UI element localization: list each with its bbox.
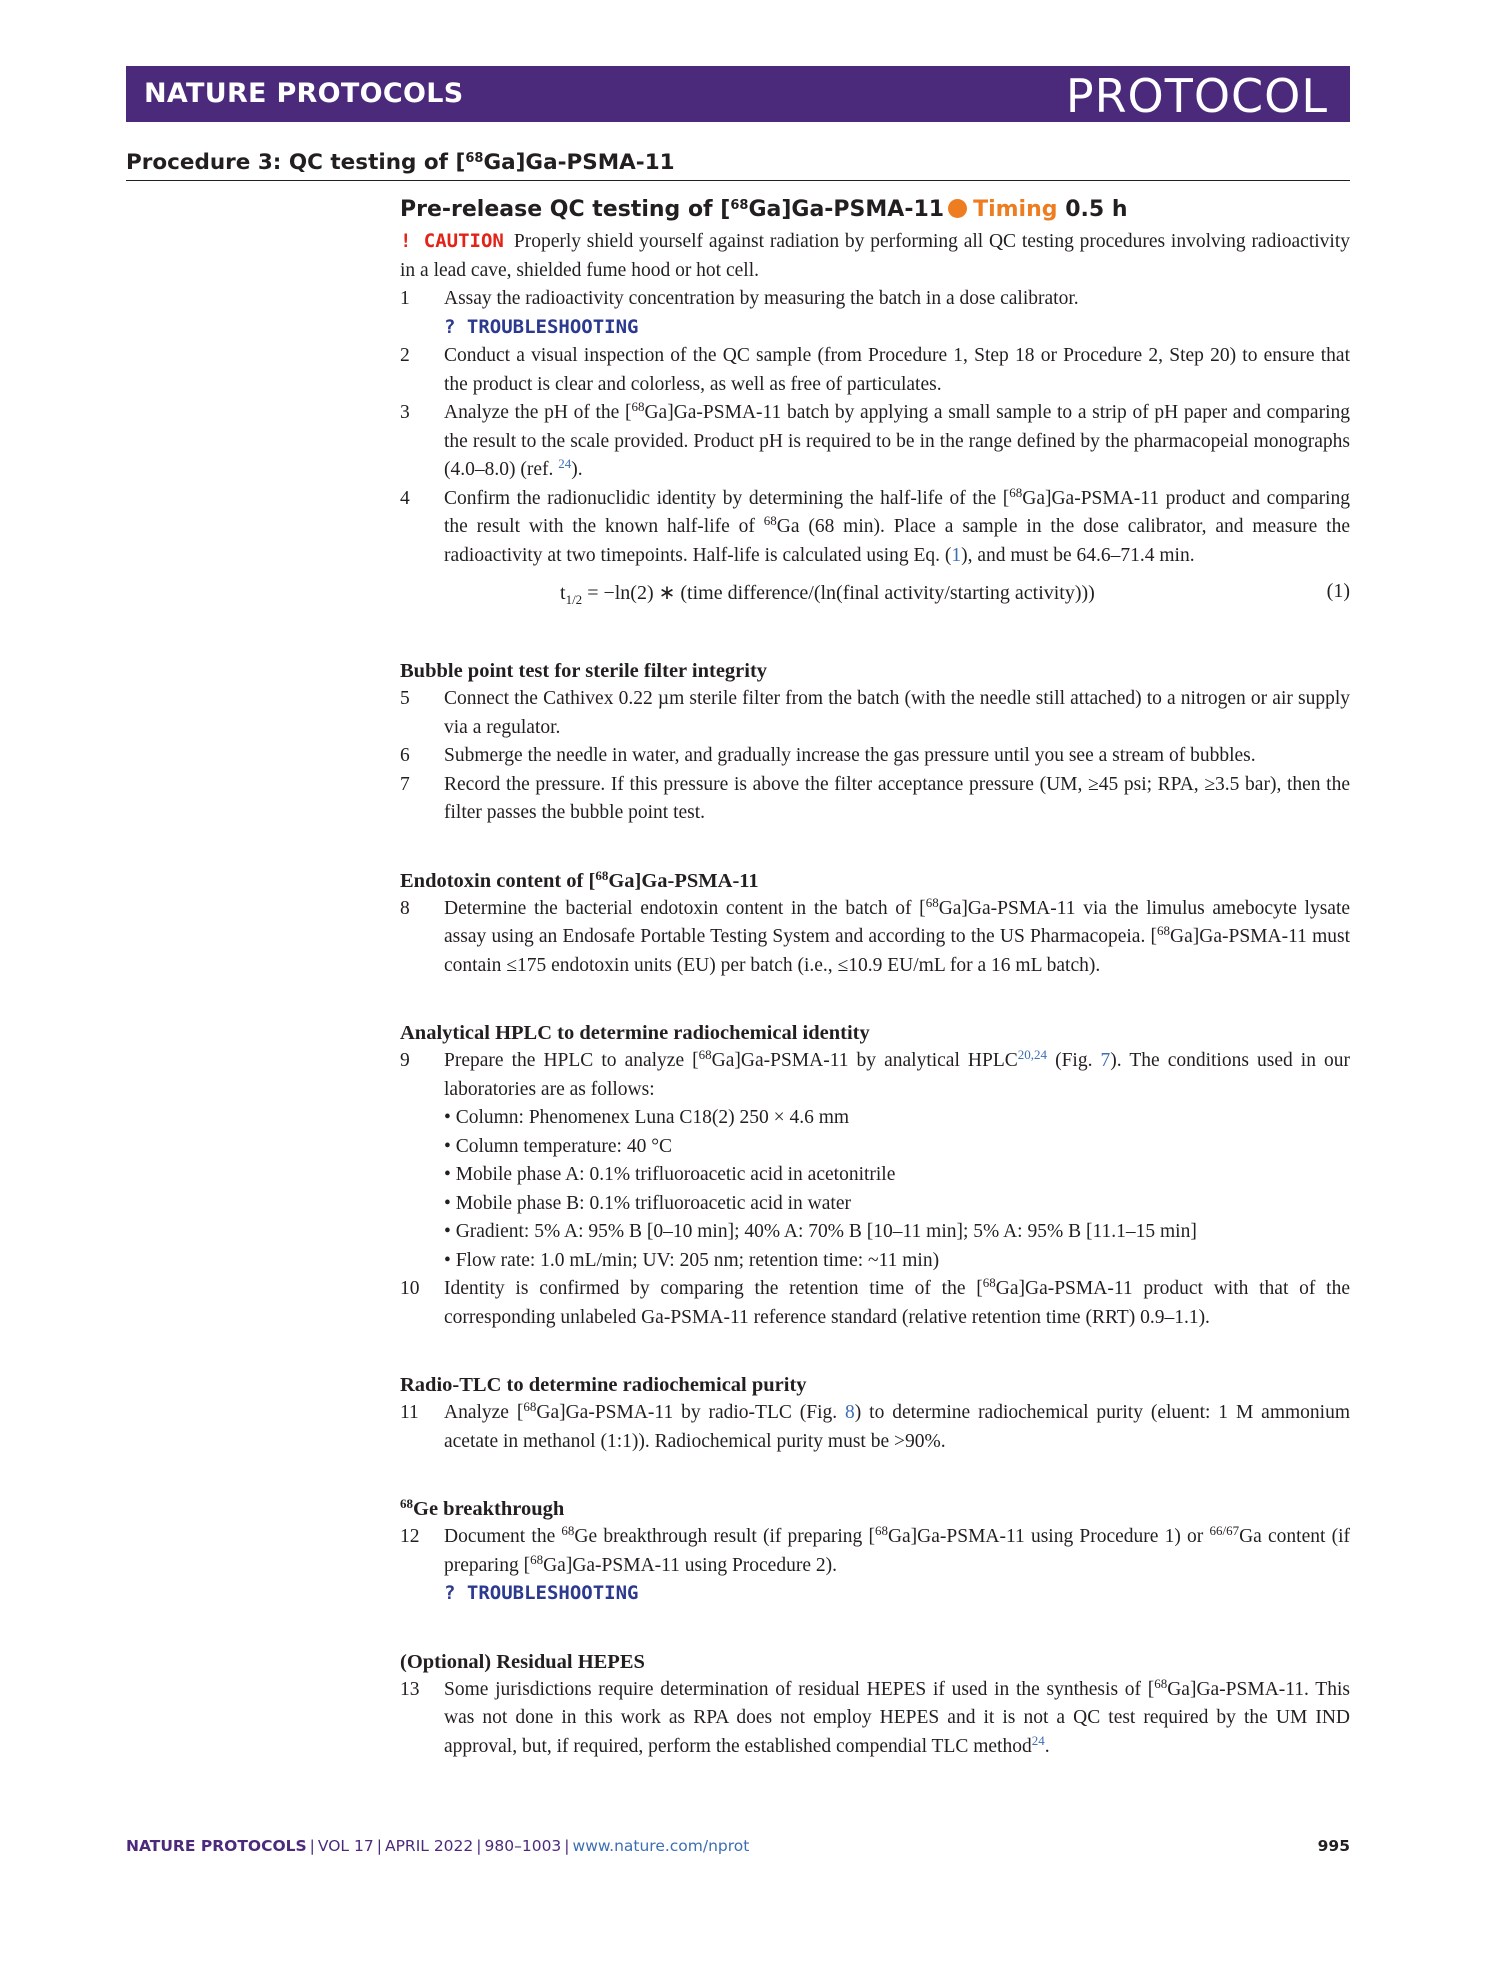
citation-link[interactable]: 24 xyxy=(1031,1732,1045,1748)
figure-link[interactable]: 7 xyxy=(1100,1050,1111,1071)
step-2: 2 Conduct a visual inspection of the QC sample (from Procedure 1, Step 18 or Procedure 2, Step 20) to ensure that the product is clear and colorless, as well as free of particulates. xyxy=(400,345,1350,395)
step-5: 5 Connect the Cathivex 0.22 µm sterile filter from the batch (with the needle still attached) to a nitrogen or air supply via a regulator. xyxy=(400,688,1350,738)
step-1: 1 Assay the radioactivity concentration by measuring the batch in a dose calibrator. ? TROUBLESHOOTING xyxy=(400,288,1079,338)
section-residual-hepes: (Optional) Residual HEPES xyxy=(400,1650,645,1673)
troubleshooting-link[interactable]: ? TROUBLESHOOTING xyxy=(444,315,639,338)
step-4: 4 Confirm the radionuclidic identity by determining the half-life of the [$^{68}$Ga]Ga-PSMA-11 product and comparing the result with the known half-life of $^{68}$Ga (68 min). Place a sample in the dose calibrator, and measure the radioactivity at two timepoints. Half-life is calculated using Eq. (1), and must be 64.6–71.4 min. xyxy=(400,484,1350,566)
citation-link[interactable]: 20 xyxy=(1017,1047,1031,1062)
step-12: 12 Document the $^{68}$Ge breakthrough result (if preparing [$^{68}$Ga]Ga-PSMA-11 using Procedure 1) or $^{66/67}$Ga content (if preparing [$^{68}$Ga]Ga-PSMA-11 using Procedure 2). ? TROUBLESHOOTING xyxy=(400,1523,1350,1604)
article-type: PROTOCOL xyxy=(1065,69,1328,123)
section-radio-tlc: Radio-TLC to determine radiochemical purity xyxy=(400,1374,807,1396)
section-hplc: Analytical HPLC to determine radiochemical identity xyxy=(400,1022,870,1044)
step-8: 8 Determine the bacterial endotoxin content in the batch of [$^{68}$Ga]Ga-PSMA-11 via the limulus amebocyte lysate assay using an Endosafe Portable Testing System and according to the US Pharmacopeia. [$^{68}$Ga]Ga-PSMA-11 must contain ≤175 endotoxin units (EU) per batch (i.e., ≤10.9 EU/mL for a 16 mL batch). xyxy=(400,894,1351,976)
equation-link[interactable]: 1 xyxy=(951,544,962,566)
step-10: 10 Identity is confirmed by comparing the retention time of the [$^{68}$Ga]Ga-PSMA-11 product with that of the corresponding unlabeled Ga-PSMA-11 reference standard (relative retention time (RRT) 0.9–1.1). xyxy=(400,1275,1350,1328)
page-number: 995 xyxy=(1317,1837,1350,1855)
caution-label: ! CAUTION xyxy=(400,230,504,252)
hplc-condition: • Mobile phase B: 0.1% trifluoroacetic acid in water xyxy=(444,1192,851,1214)
journal-name: NATURE PROTOCOLS xyxy=(144,78,464,109)
hplc-condition: • Flow rate: 1.0 mL/min; UV: 205 nm; retention time: ~11 min) xyxy=(444,1249,940,1271)
step-7: 7 Record the pressure. If this pressure is above the filter acceptance pressure (UM, ≥45 psi; RPA, ≥3.5 bar), then the filter passes the bubble point test. xyxy=(400,773,1350,823)
section-ge-breakthrough: $^{68}$Ge breakthrough xyxy=(400,1496,565,1520)
hplc-condition: • Gradient: 5% A: 95% B [0–10 min]; 40% A: 70% B [10–11 min]; 5% A: 95% B [11.1–15 min] xyxy=(444,1221,1197,1242)
page-footer: NATURE PROTOCOLS | VOL 17 | APRIL 2022 | 980–1003 | www.nature.com/nprot 995 xyxy=(126,1837,1350,1855)
header-banner xyxy=(126,66,1350,122)
step-3: 3 Analyze the pH of the [$^{68}$Ga]Ga-PSMA-11 batch by applying a small sample to a strip of pH paper and comparing the result to the scale provided. Product pH is required to be in the range defined by the pharmacopeial monographs (4.0–8.0) (ref. $^{24}$). xyxy=(400,399,1350,480)
step-6: 6 Submerge the needle in water, and gradually increase the gas pressure until you see a stream of bubbles. xyxy=(400,745,1256,766)
section-endotoxin: Endotoxin content of [$^{68}$Ga]Ga-PSMA-11 xyxy=(400,867,759,892)
citation-link[interactable]: 24 xyxy=(1034,1047,1048,1062)
procedure-divider xyxy=(126,180,1350,181)
prerelease-heading: Pre-release QC testing of [$^{68}$Ga]Ga-PSMA-11 Timing 0.5 h xyxy=(400,197,1128,222)
equation-number: (1) xyxy=(1326,580,1350,602)
hplc-condition: • Mobile phase A: 0.1% trifluoroacetic acid in acetonitrile xyxy=(444,1164,896,1185)
hplc-condition: • Column temperature: 40 °C xyxy=(444,1135,673,1157)
equation: $t_{1/2} = -\ln(2)$ ∗ (time difference/(ln(final activity/starting activity))) (1) xyxy=(560,580,1350,607)
footer-journal: NATURE PROTOCOLS xyxy=(126,1837,307,1855)
figure-link[interactable]: 8 xyxy=(845,1402,855,1423)
journal-url[interactable]: www.nature.com/nprot xyxy=(572,1837,750,1855)
section-bubble-point: Bubble point test for sterile filter integrity xyxy=(400,660,768,682)
step-9: 9 Prepare the HPLC to analyze [$^{68}$Ga]Ga-PSMA-11 by analytical HPLC$^{20,24}$ (Fig. 7). The conditions used in our laboratories are as follows: • Column: Phenomenex Luna C18(2) 250 × 4.6 mm • Column temperature: 40 °C • Mobile phase A: 0.1% trifluoroacetic acid in acetonitrile • Mobile phase B: 0.1% trifluoroacetic acid in water • Gradient: 5% A: 95% B [0–10 min]; 40% A: 70% B [10–11 min]; 5% A: 95% B [11.1–15 min] • Flow rate: 1.0 mL/min; UV: 205 nm; retention time: ~11 min) xyxy=(400,1047,1350,1275)
main-column xyxy=(400,197,1350,1761)
hplc-condition: • Column: Phenomenex Luna C18(2) 250 × 4.6 mm xyxy=(444,1107,850,1128)
step-11: 11 Analyze [$^{68}$Ga]Ga-PSMA-11 by radio-TLC (Fig. 8) to determine radiochemical purity (eluent: 1 M ammonium acetate in methanol (1:1)). Radiochemical purity must be >90%. xyxy=(400,1399,1350,1452)
citation-link[interactable]: 24 xyxy=(558,456,572,471)
caution-note: ! CAUTION Properly shield yourself against radiation by performing all QC testing procedures involving radioactivity in a lead cave, shielded fume hood or hot cell. xyxy=(400,230,1350,281)
step-13: 13 Some jurisdictions require determination of residual HEPES if used in the synthesis of [$^{68}$Ga]Ga-PSMA-11. This was not done in this work as RPA does not employ HEPES and it is not a QC test required by the UM IND approval, but, if required, perform the established compendial TLC method$^{24}$. xyxy=(400,1675,1350,1757)
timing-icon xyxy=(948,199,967,218)
procedure-title: Procedure 3: QC testing of [$^{68}$Ga]Ga-PSMA-11 xyxy=(126,150,675,175)
troubleshooting-link[interactable]: ? TROUBLESHOOTING xyxy=(444,1582,639,1604)
